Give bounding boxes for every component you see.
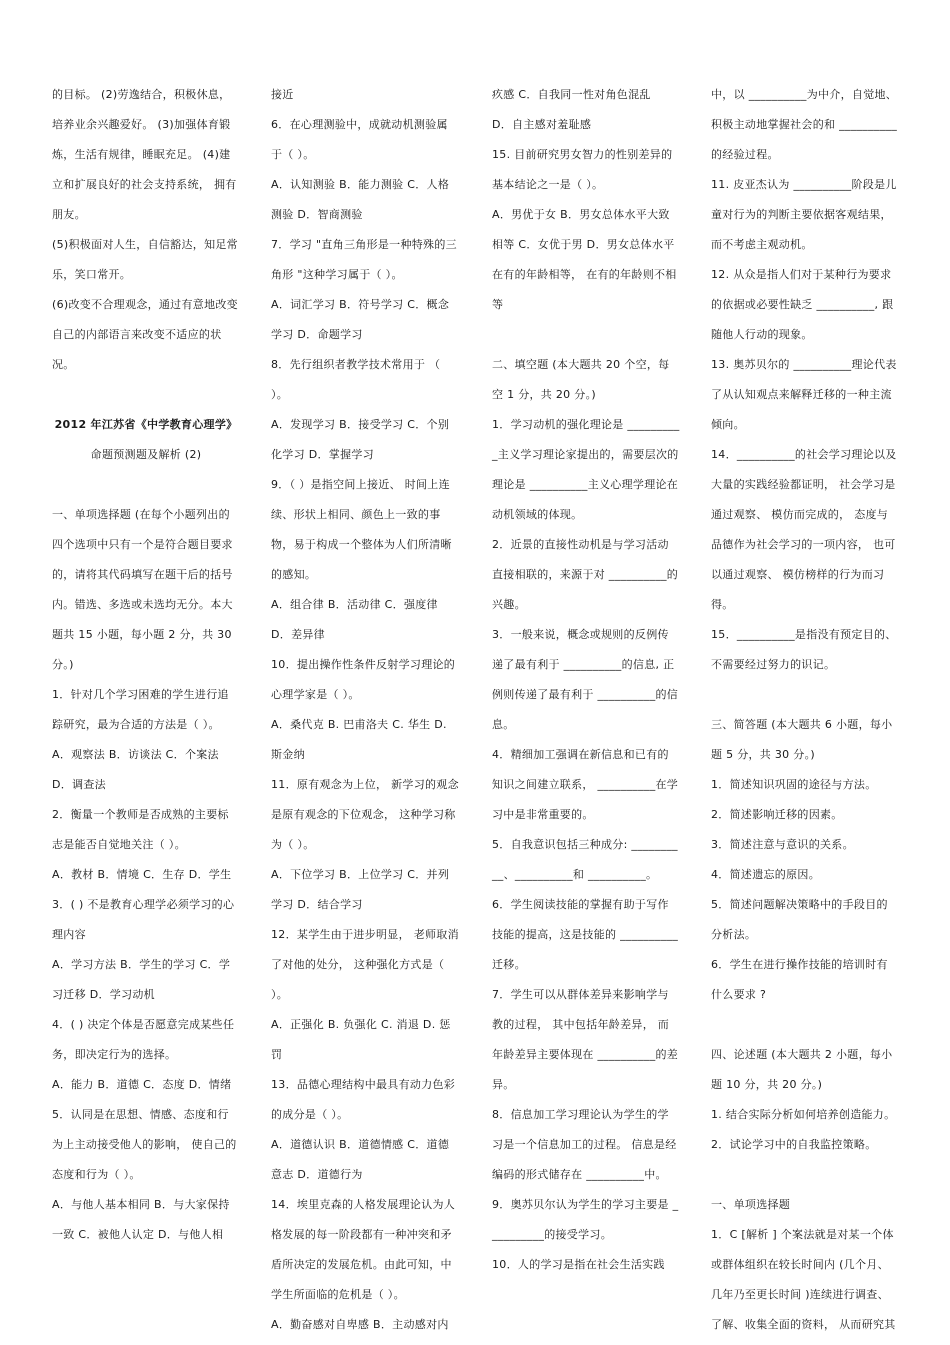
text-paragraph: 11．原有观念为上位， 新学习的观念是原有观念的下位观念， 这种学习称为（ ）。	[271, 778, 459, 851]
text-paragraph: 11. 皮亚杰认为 __________阶段是儿童对行为的判断主要依据客观结果，而不考虑主观动机。	[711, 178, 897, 251]
text-paragraph: A．发现学习 B．接受学习 C．个别化学习 D．掌握学习	[271, 418, 450, 461]
text-paragraph: 四、论述题 (本大题共 2 小题，每小题 10 分，共 20 分。)	[711, 1048, 893, 1091]
text-paragraph: 6．学生阅读技能的掌握有助于写作技能的提高，这是技能的 __________迁移。	[492, 898, 679, 971]
text-paragraph: 1．学习动机的强化理论是 __________主义学习理论家提出的，需要层次的理论是 __________主义心理学理论在动机领域的体现。	[492, 418, 680, 521]
text-paragraph: 3．( ) 不是教育心理学必须学习的心理内容	[52, 898, 235, 941]
text-paragraph: A．观察法 B．访谈法 C．个案法 D．调查法	[52, 748, 223, 791]
column-3	[492, 80, 680, 1280]
text-paragraph: 13. 奥苏贝尔的 __________理论代表了从认知观点来解释迁移的一种主流倾向。	[711, 358, 897, 431]
text-paragraph: 8．先行组织者教学技术常用于 （ ）。	[271, 358, 445, 401]
section-spacer	[711, 1010, 899, 1040]
column-4	[711, 80, 899, 1340]
text-paragraph: A．认知测验 B．能力测验 C．人格测验 D．智商测验	[271, 178, 450, 221]
text-paragraph: 接近	[271, 88, 294, 101]
text-paragraph: 12. 从众是指人们对于某种行为要求的依据或必要性缺乏 __________, 跟随他人行动的现象。	[711, 268, 894, 341]
text-paragraph: A．能力 B．道德 C．态度 D．情绪	[52, 1078, 232, 1091]
text-paragraph: 7．学生可以从群体差异来影响学与教的过程， 其中包括年龄差异， 而年龄差异主要体现在 __________的差异。	[492, 988, 679, 1091]
text-paragraph: 2012 年江苏省《中学教育心理学》	[54, 418, 238, 431]
text-paragraph: 12．某学生由于进步明显， 老师取消了对他的处分， 这种强化方式是（ ）。	[271, 928, 459, 1001]
text-paragraph: 6．在心理测验中，成就动机测验属于（ ）。	[271, 118, 448, 161]
text-paragraph: 9．奥苏贝尔认为学生的学习主要是 __________的接受学习。	[492, 1198, 679, 1241]
text-paragraph: 中，以 __________为中介，自觉地、积极主动地掌握社会的和 __________的经验过程。	[711, 88, 898, 161]
text-paragraph: 1．简述知识巩固的途径与方法。	[711, 778, 877, 791]
text-paragraph: (6)改变不合理观念，通过有意地改变自己的内部语言来改变不适应的状况。	[52, 298, 238, 371]
section-spacer	[52, 470, 240, 500]
text-paragraph: 6．学生在进行操作技能的培训时有什么要求 ?	[711, 958, 888, 1001]
text-paragraph: 4．( ) 决定个体是否愿意完成某些任务，即决定行为的选择。	[52, 1018, 235, 1061]
text-paragraph: 三、简答题 (本大题共 6 小题，每小题 5 分，共 30 分。)	[711, 718, 893, 761]
text-paragraph: 一、单项选择题 (在每个小题列出的四个选项中只有一个是符合题目要求的，请将其代码填写在题干后的括号内。错选、多选或未选均无分。本大题共 15 小题，每小题 2 分，共 30 分。)	[52, 508, 236, 671]
text-paragraph: 13．品德心理结构中最具有动力色彩的成分是（ ）。	[271, 1078, 456, 1121]
section-spacer	[711, 680, 899, 710]
text-paragraph: (5)积极面对人生，自信豁达，知足常乐，笑口常开。	[52, 238, 238, 281]
text-paragraph: 10．提出操作性条件反射学习理论的心理学家是（ ）。	[271, 658, 456, 701]
text-paragraph: 2．试论学习中的自我监控策略。	[711, 1138, 877, 1151]
text-paragraph: 3．简述注意与意识的关系。	[711, 838, 854, 851]
text-paragraph: A．词汇学习 B．符号学习 C．概念学习 D．命题学习	[271, 298, 450, 341]
text-paragraph: A．桑代克 B. 巴甫洛夫 C. 华生 D. 斯金纳	[271, 718, 451, 761]
text-paragraph: 的目标。 (2)劳逸结合，积极休息，培养业余兴趣爱好。 (3)加强体育锻炼，生活有规律，睡眠充足。 (4)建立和扩展良好的社会支持系统， 拥有朋友。	[52, 88, 237, 221]
text-paragraph: 15．__________是指没有预定目的、不需要经过努力的识记。	[711, 628, 897, 671]
text-paragraph: A．学习方法 B．学生的学习 C．学习迁移 D．学习动机	[52, 958, 231, 1001]
section-spacer	[492, 320, 680, 350]
section-spacer	[52, 380, 240, 410]
text-paragraph: A．道德认识 B．道德情感 C．道德意志 D．道德行为	[271, 1138, 450, 1181]
text-paragraph: 1．针对几个学习困难的学生进行追踪研究，最为合适的方法是（ ）。	[52, 688, 229, 731]
column-2	[271, 80, 459, 1340]
text-paragraph: D．自主感对羞耻感	[492, 118, 592, 131]
text-paragraph: 3．一般来说，概念或规则的反例传递了最有利于 __________的信息, 正例则传递了最有利于 __________的信息。	[492, 628, 679, 731]
text-paragraph: 14．__________的社会学习理论以及大量的实践经验都证明， 社会学习是通过观察、 模仿而完成的， 态度与品德作为社会学习的一项内容， 也可以通过观察、 模仿榜样的行为而习得。	[711, 448, 897, 611]
text-paragraph: 2．简述影响迁移的因素。	[711, 808, 843, 821]
text-paragraph: 2．衡量一个教师是否成熟的主要标志是能否自觉地关注（ ）。	[52, 808, 229, 851]
text-paragraph: 5．认同是在思想、情感、态度和行为上主动接受他人的影响， 使自己的态度和行为（ ）。	[52, 1108, 237, 1181]
text-paragraph: A．组合律 B．活动律 C．强度律 D．差异律	[271, 598, 442, 641]
text-paragraph: 2．近景的直接性动机是与学习活动直接相联的，来源于对 __________的兴趣。	[492, 538, 679, 611]
text-paragraph: A．男优于女 B．男女总体水平大致相等 C．女优于男 D．男女总体水平在有的年龄相等， 在有的年龄则不相等	[492, 208, 677, 311]
text-paragraph: 疚感 C．自我同一性对角色混乱	[492, 88, 651, 101]
section-spacer	[711, 1160, 899, 1190]
text-paragraph: A．勤奋感对自卑感 B．主动感对内	[271, 1318, 449, 1331]
text-paragraph: 命题预测题及解析 (2)	[90, 448, 202, 461]
text-paragraph: A．下位学习 B．上位学习 C．并列学习 D．结合学习	[271, 868, 450, 911]
text-paragraph: 1．C [解析 ] 个案法就是对某一个体或群体组织在较长时间内 (几个月、几年乃至更长时间 )连续进行调查、了解、收集全面的资料， 从而研究其	[711, 1228, 896, 1331]
text-paragraph: 7．学习 "直角三角形是一种特殊的三角形 "这种学习属于（ ）。	[271, 238, 457, 281]
text-paragraph: 5．简述问题解决策略中的手段目的分析法。	[711, 898, 888, 941]
text-paragraph: 8．信息加工学习理论认为学生的学习是一个信息加工的过程。 信息是经编码的形式储存在 __________中。	[492, 1108, 677, 1181]
text-paragraph: 二、填空题 (本大题共 20 个空，每空 1 分，共 20 分。)	[492, 358, 670, 401]
text-paragraph: 4．简述遗忘的原因。	[711, 868, 820, 881]
text-paragraph: 4．精细加工强调在新信息和已有的知识之间建立联系， __________在学习中是非常重要的。	[492, 748, 679, 821]
text-paragraph: 10．人的学习是指在社会生活实践	[492, 1258, 665, 1271]
column-1	[52, 80, 240, 1250]
text-paragraph: A．正强化 B. 负强化 C. 消退 D. 惩罚	[271, 1018, 451, 1061]
text-paragraph: 5．自我意识包括三种成分: __________、__________和 __________。	[492, 838, 678, 881]
text-paragraph: 14．埃里克森的人格发展理论认为人格发展的每一阶段都有一种冲突和矛盾所决定的发展危机。由此可知，中学生所面临的危机是（ ）。	[271, 1198, 456, 1301]
text-paragraph: A．教材 B．情境 C．生存 D．学生	[52, 868, 232, 881]
text-paragraph: A．与他人基本相同 B．与大家保持一致 C．被他人认定 D．与他人相	[52, 1198, 230, 1241]
text-paragraph: 1. 结合实际分析如何培养创造能力。	[711, 1108, 896, 1121]
text-paragraph: 9．（ ）是指空间上接近、 时间上连续、形状上相同、颜色上一致的事物，易于构成一个整体为人们所清晰的感知。	[271, 478, 452, 581]
text-paragraph: 15. 目前研究男女智力的性别差异的基本结论之一是（ ）。	[492, 148, 673, 191]
text-paragraph: 一、单项选择题	[711, 1198, 791, 1211]
